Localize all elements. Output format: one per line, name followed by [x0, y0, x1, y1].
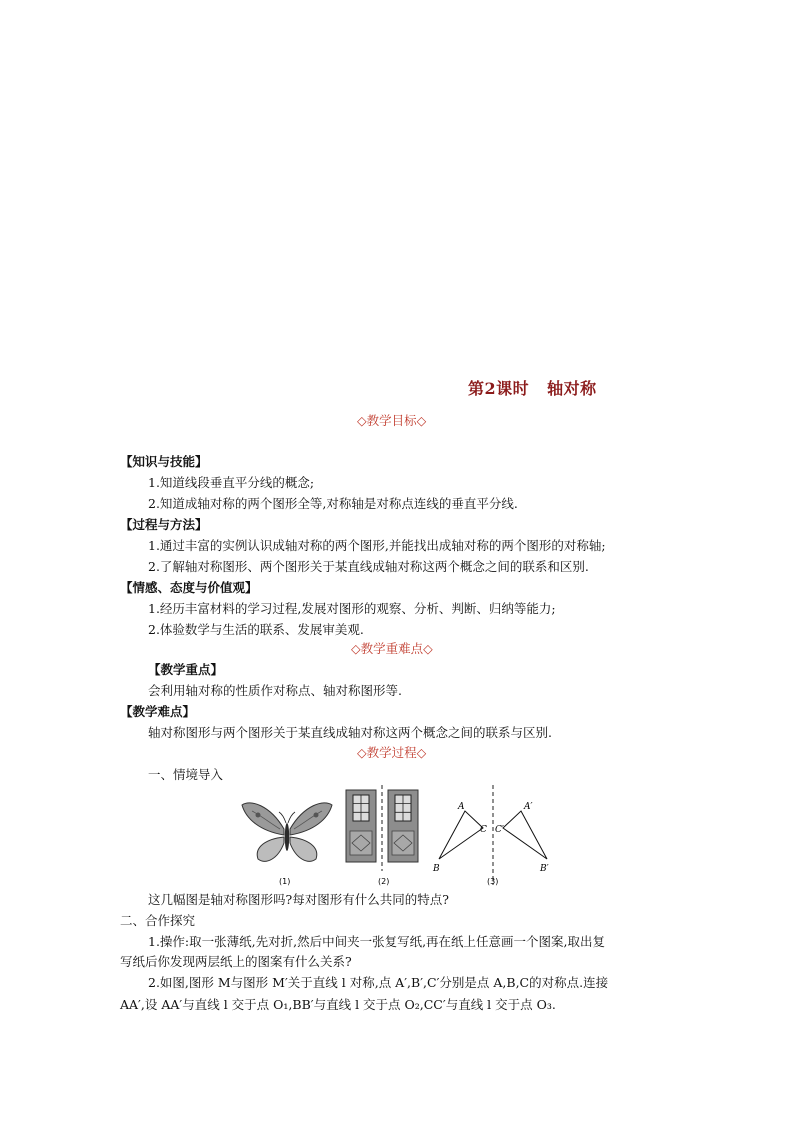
question-text: 这几幅图是轴对称图形吗?每对图形有什么共同的特点?	[148, 892, 449, 907]
emotion-heading: 【情感、态度与价值观】	[120, 580, 258, 595]
label-b: B	[433, 864, 440, 874]
section-process: ◇教学过程◇	[357, 745, 427, 760]
label-a: A	[458, 802, 465, 812]
butterfly-image	[242, 803, 332, 861]
label-a-prime: A′	[524, 802, 533, 812]
process-item-1: 1.通过丰富的实例认识成轴对称的两个图形,并能找出成轴对称的两个图形的对称轴;	[148, 538, 606, 553]
doors-image	[346, 785, 418, 871]
difficulty-heading: 【教学难点】	[120, 704, 196, 719]
label-c: C	[480, 825, 487, 835]
lesson-name: 轴对称	[547, 379, 597, 398]
lesson-number: 第2课时	[468, 379, 530, 398]
caption-2: (2)	[378, 877, 390, 886]
symmetry-figure	[240, 785, 560, 890]
process-item-2: 2.了解轴对称图形、两个图形关于某直线成轴对称这两个概念之间的联系和区别.	[148, 559, 589, 574]
part1-heading: 一、情境导入	[148, 767, 224, 782]
emotion-item-2: 2.体验数学与生活的联系、发展审美观.	[148, 622, 364, 637]
figure-text-line-2: AA′,设 AA′与直线 l 交于点 O₁,BB′与直线 l 交于点 O₂,CC′与直线 l 交于点 O₃.	[120, 997, 556, 1012]
caption-1: (1)	[279, 877, 291, 886]
process-heading: 【过程与方法】	[120, 517, 208, 532]
emotion-item-1: 1.经历丰富材料的学习过程,发展对图形的观察、分析、判断、归纳等能力;	[148, 601, 556, 616]
triangles-diagram	[432, 785, 549, 885]
label-c-prime: C′	[495, 825, 504, 835]
knowledge-heading: 【知识与技能】	[120, 454, 208, 469]
section-goals: ◇教学目标◇	[357, 413, 427, 428]
caption-3: (3)	[487, 877, 499, 886]
figure-text-line-1: 2.如图,图形 M与图形 M′关于直线 l 对称,点 A′,B′,C′分别是点 A,B,C的对称点.连接	[148, 975, 609, 990]
knowledge-item-2: 2.知道成轴对称的两个图形全等,对称轴是对称点连线的垂直平分线.	[148, 496, 518, 511]
operation-line-1: 1.操作:取一张薄纸,先对折,然后中间夹一张复写纸,再在纸上任意画一个图案,取出复	[148, 934, 606, 949]
symmetry-figure-svg	[240, 785, 560, 890]
focus-text: 会利用轴对称的性质作对称点、轴对称图形等.	[148, 683, 402, 698]
operation-line-2: 写纸后你发现两层纸上的图案有什么关系?	[120, 954, 352, 969]
difficulty-text: 轴对称图形与两个图形关于某直线成轴对称这两个概念之间的联系与区别.	[148, 725, 552, 740]
focus-heading: 【教学重点】	[148, 662, 224, 677]
page-title	[468, 376, 597, 399]
part2-heading: 二、合作探究	[120, 913, 196, 928]
label-b-prime: B′	[540, 864, 549, 874]
section-key-points: ◇教学重难点◇	[351, 641, 433, 656]
knowledge-item-1: 1.知道线段垂直平分线的概念;	[148, 475, 315, 490]
